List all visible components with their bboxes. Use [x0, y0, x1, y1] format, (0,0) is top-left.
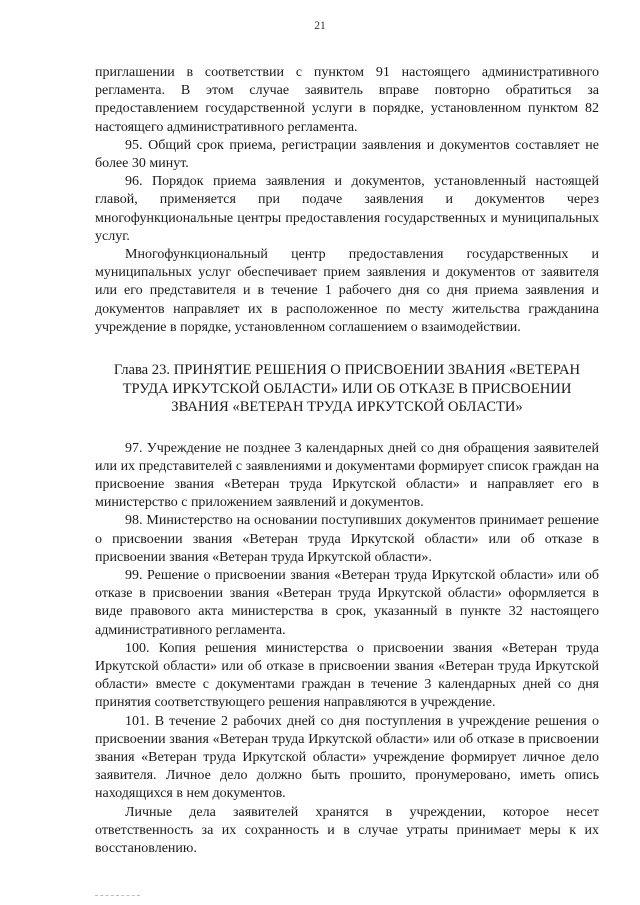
- paragraph-95: 95. Общий срок приема, регистрации заявления и документов составляет не более 30 минут.: [95, 137, 599, 172]
- paragraph-continuation: приглашении в соответствии с пунктом 91 настоящего административного регламента. В этом случае заявитель вправе повторно обратиться за предоставлением государственной услуги в порядке, установленном пунктом 82 настоящего административного регламента.: [95, 65, 599, 135]
- paragraph-personal-files: Личные дела заявителей хранятся в учреждении, которое несет ответственность за их сохранность и в случае утраты принимает меры к их восстановлению.: [95, 804, 599, 857]
- paragraph-98: 98. Министерство на основании поступивших документов принимает решение о присвоении звания «Ветеран труда Иркутской области» или об отказе в присвоении звания «Ветеран труда Иркутской области».: [95, 513, 599, 565]
- paragraph-96: 96. Порядок приема заявления и документов, установленный настоящей главой, применяется при подаче заявления и документов через многофункциональные центры предоставления государственных и муниципальных услуг.: [95, 174, 599, 244]
- chapter-heading: Глава 23. ПРИНЯТИЕ РЕШЕНИЯ О ПРИСВОЕНИИ ЗВАНИЯ «ВЕТЕРАН ТРУДА ИРКУТСКОЙ ОБЛАСТИ» ИЛИ ОБ ОТКАЗЕ В ПРИСВОЕНИИ ЗВАНИЯ «ВЕТЕРАН ТРУДА ИРКУТСКОЙ ОБЛАСТИ»: [113, 362, 581, 416]
- footer-divider: [95, 895, 140, 896]
- paragraph-101: 101. В течение 2 рабочих дней со дня поступления в учреждение решения о присвоении звания «Ветеран труда Иркутской области» или об отказе в присвоении звания «Ветеран труда Иркутской области» учреждение формирует личное дело заявителя. Личное дело должно быть прошито, пронумеровано, иметь опись находящихся в нем документов.: [95, 713, 599, 802]
- page-number: 21: [314, 20, 326, 32]
- paragraph-mfc: Многофункциональный центр предоставления государственных и муниципальных услуг обеспечивает прием заявления и документов от заявителя или его представителя и в течение 1 рабочего дня со дня приема заявления и документов направляет их в расположенное по месту жительства гражданина учреждение в порядке, установленном соглашением о взаимодействии.: [95, 247, 599, 335]
- document-body: [95, 64, 599, 858]
- paragraph-100: 100. Копия решения министерства о присвоении звания «Ветеран труда Иркутской области» или об отказе в присвоении звания «Ветеран труда Иркутской области» вместе с документами граждан в течение 3 календарных дней со дня принятия соответствующего решения направляются в учреждение.: [95, 640, 599, 711]
- paragraph-97: 97. Учреждение не позднее 3 календарных дней со дня обращения заявителей или их представителей с заявлениями и документами формирует список граждан на присвоение звания «Ветеран труда Иркутской области» и направляет его в министерство с приложением заявлений и документов.: [95, 440, 599, 511]
- paragraph-99: 99. Решение о присвоении звания «Ветеран труда Иркутской области» или об отказе в присвоении звания «Ветеран труда Иркутской области» оформляется в виде правового акта министерства в срок, указанный в пункте 32 настоящего административного регламента.: [95, 567, 599, 638]
